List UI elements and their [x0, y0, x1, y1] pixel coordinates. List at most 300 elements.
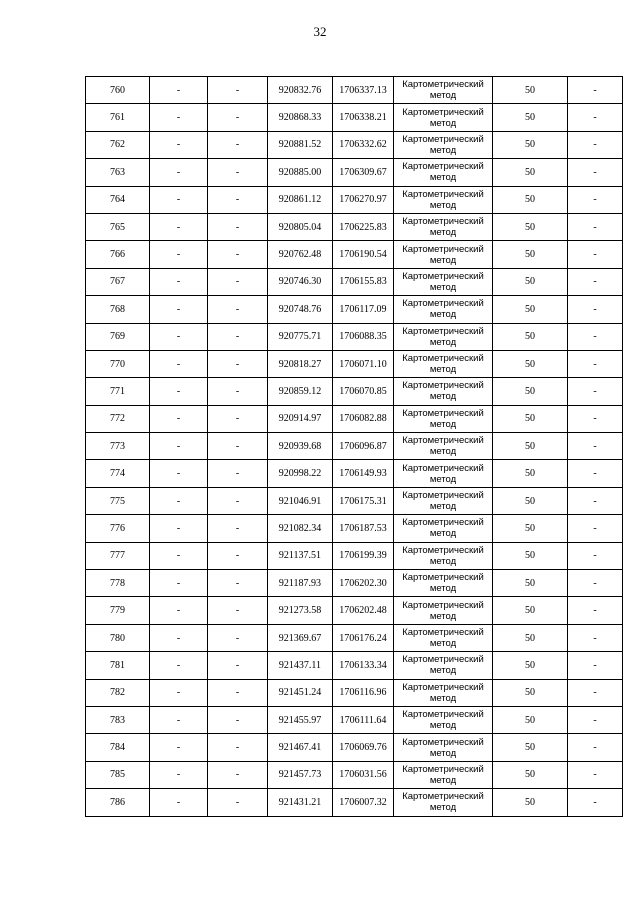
table-row — [86, 350, 623, 377]
y-coordinate-cell: 1706225.83 — [333, 213, 394, 240]
empty-cell: - — [150, 542, 208, 569]
empty-cell: - — [208, 350, 268, 377]
y-coordinate-cell: 1706187.53 — [333, 515, 394, 542]
y-coordinate-cell: 1706149.93 — [333, 460, 394, 487]
empty-cell: - — [568, 734, 623, 761]
method-cell — [394, 241, 493, 268]
empty-cell: - — [208, 679, 268, 706]
point-number-cell: 766 — [86, 241, 150, 268]
point-number-cell: 763 — [86, 159, 150, 186]
empty-cell: - — [150, 296, 208, 323]
empty-cell: - — [568, 761, 623, 788]
method-cell — [394, 186, 493, 213]
y-coordinate-cell: 1706175.31 — [333, 487, 394, 514]
method-label-line1: Картометрический — [402, 654, 484, 666]
x-coordinate-cell: 920748.76 — [268, 296, 333, 323]
method-label-line2: метод — [429, 528, 457, 540]
empty-cell: - — [208, 131, 268, 158]
empty-cell: - — [150, 597, 208, 624]
empty-cell: - — [208, 241, 268, 268]
method-label-line2: метод — [429, 720, 457, 732]
point-number-cell: 769 — [86, 323, 150, 350]
method-label-line2: метод — [429, 638, 457, 649]
empty-cell: - — [208, 652, 268, 679]
y-coordinate-cell: 1706007.32 — [333, 789, 394, 816]
empty-cell: - — [150, 104, 208, 131]
method-label-line2: метод — [429, 501, 457, 513]
accuracy-cell: 50 — [493, 268, 568, 295]
x-coordinate-cell: 921467.41 — [268, 734, 333, 761]
method-label-line1: Картометрический — [402, 462, 484, 474]
table-row — [86, 487, 623, 514]
y-coordinate-cell: 1706199.39 — [333, 542, 394, 569]
empty-cell: - — [568, 652, 623, 679]
x-coordinate-cell: 921369.67 — [268, 624, 333, 651]
empty-cell: - — [568, 570, 623, 597]
method-label-line1: Картометрический — [402, 544, 484, 556]
accuracy-cell: 50 — [493, 542, 568, 569]
table-row — [86, 597, 623, 624]
y-coordinate-cell: 1706202.48 — [333, 597, 394, 624]
empty-cell: - — [208, 624, 268, 651]
y-coordinate-cell: 1706082.88 — [333, 405, 394, 432]
empty-cell: - — [568, 706, 623, 733]
table-row — [86, 213, 623, 240]
empty-cell: - — [568, 186, 623, 213]
empty-cell: - — [208, 460, 268, 487]
empty-cell: - — [208, 213, 268, 240]
accuracy-cell: 50 — [493, 186, 568, 213]
accuracy-cell: 50 — [493, 460, 568, 487]
accuracy-cell: 50 — [493, 241, 568, 268]
empty-cell: - — [150, 761, 208, 788]
empty-cell: - — [150, 706, 208, 733]
y-coordinate-cell: 1706069.76 — [333, 734, 394, 761]
empty-cell: - — [150, 433, 208, 460]
table-row — [86, 131, 623, 158]
method-label-line1: Картометрический — [402, 407, 484, 419]
point-number-cell: 776 — [86, 515, 150, 542]
method-label-line1: Картометрический — [402, 490, 484, 502]
y-coordinate-cell: 1706309.67 — [333, 159, 394, 186]
point-number-cell: 761 — [86, 104, 150, 131]
point-number-cell: 779 — [86, 597, 150, 624]
empty-cell: - — [208, 268, 268, 295]
method-cell — [394, 159, 493, 186]
point-number-cell: 781 — [86, 652, 150, 679]
empty-cell: - — [568, 433, 623, 460]
x-coordinate-cell: 920881.52 — [268, 131, 333, 158]
empty-cell: - — [568, 213, 623, 240]
empty-cell: - — [208, 296, 268, 323]
method-label-line1: Картометрический — [402, 709, 484, 721]
empty-cell: - — [208, 433, 268, 460]
empty-cell: - — [568, 241, 623, 268]
empty-cell: - — [150, 487, 208, 514]
table-row — [86, 789, 623, 816]
accuracy-cell: 50 — [493, 77, 568, 104]
empty-cell: - — [150, 213, 208, 240]
empty-cell: - — [568, 104, 623, 131]
method-cell — [394, 378, 493, 405]
method-cell — [394, 460, 493, 487]
accuracy-cell: 50 — [493, 296, 568, 323]
accuracy-cell: 50 — [493, 679, 568, 706]
x-coordinate-cell: 920861.12 — [268, 186, 333, 213]
method-cell — [394, 515, 493, 542]
method-label-line1: Картометрический — [402, 572, 484, 584]
method-label-line2: метод — [429, 117, 457, 129]
table-row — [86, 706, 623, 733]
method-label-line2: метод — [429, 665, 457, 677]
empty-cell: - — [150, 186, 208, 213]
empty-cell: - — [208, 104, 268, 131]
method-label-line2: метод — [429, 802, 457, 814]
method-label-line1: Картометрический — [402, 627, 484, 638]
table-row — [86, 460, 623, 487]
method-label-line2: метод — [429, 227, 457, 239]
method-label-line1: Картометрический — [402, 435, 484, 447]
empty-cell: - — [150, 460, 208, 487]
x-coordinate-cell: 920998.22 — [268, 460, 333, 487]
empty-cell: - — [208, 570, 268, 597]
y-coordinate-cell: 1706133.34 — [333, 652, 394, 679]
empty-cell: - — [568, 679, 623, 706]
method-label-line2: метод — [429, 172, 457, 184]
table-row — [86, 652, 623, 679]
accuracy-cell: 50 — [493, 570, 568, 597]
accuracy-cell: 50 — [493, 159, 568, 186]
method-label-line2: метод — [429, 774, 457, 786]
y-coordinate-cell: 1706202.30 — [333, 570, 394, 597]
table-row — [86, 624, 623, 651]
point-number-cell: 785 — [86, 761, 150, 788]
accuracy-cell: 50 — [493, 706, 568, 733]
y-coordinate-cell: 1706332.62 — [333, 131, 394, 158]
point-number-cell: 767 — [86, 268, 150, 295]
empty-cell: - — [568, 296, 623, 323]
method-cell — [394, 213, 493, 240]
x-coordinate-cell: 920818.27 — [268, 350, 333, 377]
method-label-line1: Картометрический — [402, 517, 484, 529]
point-number-cell: 760 — [86, 77, 150, 104]
method-cell — [394, 350, 493, 377]
method-label-line1: Картометрический — [402, 79, 484, 91]
empty-cell: - — [568, 378, 623, 405]
method-label-line1: Картометрический — [402, 243, 484, 255]
method-label-line1: Картометрический — [402, 736, 484, 748]
x-coordinate-cell: 921431.21 — [268, 789, 333, 816]
point-number-cell: 771 — [86, 378, 150, 405]
point-number-cell: 765 — [86, 213, 150, 240]
empty-cell: - — [150, 159, 208, 186]
method-label-line2: метод — [429, 364, 457, 376]
x-coordinate-cell: 921457.73 — [268, 761, 333, 788]
method-label-line1: Картометрический — [402, 763, 484, 775]
table-row — [86, 433, 623, 460]
empty-cell: - — [208, 186, 268, 213]
empty-cell: - — [568, 460, 623, 487]
accuracy-cell: 50 — [493, 104, 568, 131]
method-label-line2: метод — [429, 418, 457, 430]
page-number: 32 — [313, 24, 327, 39]
y-coordinate-cell: 1706270.97 — [333, 186, 394, 213]
empty-cell: - — [150, 77, 208, 104]
x-coordinate-cell: 921046.91 — [268, 487, 333, 514]
method-cell — [394, 706, 493, 733]
empty-cell: - — [208, 706, 268, 733]
method-cell — [394, 405, 493, 432]
empty-cell: - — [150, 515, 208, 542]
method-cell — [394, 296, 493, 323]
empty-cell: - — [208, 542, 268, 569]
accuracy-cell: 50 — [493, 487, 568, 514]
empty-cell: - — [150, 624, 208, 651]
empty-cell: - — [568, 350, 623, 377]
x-coordinate-cell: 920746.30 — [268, 268, 333, 295]
empty-cell: - — [150, 323, 208, 350]
point-number-cell: 770 — [86, 350, 150, 377]
point-number-cell: 780 — [86, 624, 150, 651]
method-label-line1: Картометрический — [402, 216, 484, 228]
y-coordinate-cell: 1706338.21 — [333, 104, 394, 131]
empty-cell: - — [208, 378, 268, 405]
empty-cell: - — [150, 378, 208, 405]
accuracy-cell: 50 — [493, 624, 568, 651]
x-coordinate-cell: 921437.11 — [268, 652, 333, 679]
x-coordinate-cell: 920868.33 — [268, 104, 333, 131]
empty-cell: - — [150, 652, 208, 679]
table-row — [86, 296, 623, 323]
table-row — [86, 570, 623, 597]
x-coordinate-cell: 920859.12 — [268, 378, 333, 405]
empty-cell: - — [208, 77, 268, 104]
accuracy-cell: 50 — [493, 378, 568, 405]
y-coordinate-cell: 1706070.85 — [333, 378, 394, 405]
method-label-line1: Картометрический — [402, 270, 484, 282]
y-coordinate-cell: 1706096.87 — [333, 433, 394, 460]
method-label-line2: метод — [429, 199, 457, 211]
method-cell — [394, 761, 493, 788]
accuracy-cell: 50 — [493, 405, 568, 432]
method-label-line2: метод — [429, 583, 457, 595]
point-number-cell: 775 — [86, 487, 150, 514]
x-coordinate-cell: 920914.97 — [268, 405, 333, 432]
method-cell — [394, 268, 493, 295]
method-label-line2: метод — [429, 336, 457, 348]
empty-cell: - — [208, 761, 268, 788]
empty-cell: - — [568, 515, 623, 542]
table-body — [86, 77, 623, 817]
method-label-line1: Картометрический — [402, 161, 484, 173]
method-cell — [394, 77, 493, 104]
table-row — [86, 378, 623, 405]
empty-cell: - — [208, 734, 268, 761]
method-cell — [394, 570, 493, 597]
method-label-line2: метод — [429, 446, 457, 458]
x-coordinate-cell: 920885.00 — [268, 159, 333, 186]
method-cell — [394, 131, 493, 158]
method-label-line2: метод — [429, 473, 457, 485]
coordinates-table — [85, 76, 623, 817]
x-coordinate-cell: 920805.04 — [268, 213, 333, 240]
method-cell — [394, 597, 493, 624]
table-row — [86, 542, 623, 569]
y-coordinate-cell: 1706190.54 — [333, 241, 394, 268]
point-number-cell: 768 — [86, 296, 150, 323]
accuracy-cell: 50 — [493, 789, 568, 816]
empty-cell: - — [208, 323, 268, 350]
empty-cell: - — [568, 159, 623, 186]
point-number-cell: 772 — [86, 405, 150, 432]
table-row — [86, 761, 623, 788]
x-coordinate-cell: 921137.51 — [268, 542, 333, 569]
y-coordinate-cell: 1706176.24 — [333, 624, 394, 651]
empty-cell: - — [150, 131, 208, 158]
x-coordinate-cell: 921455.97 — [268, 706, 333, 733]
method-cell — [394, 433, 493, 460]
x-coordinate-cell: 920939.68 — [268, 433, 333, 460]
empty-cell: - — [208, 789, 268, 816]
table-row — [86, 186, 623, 213]
method-label-line1: Картометрический — [402, 681, 484, 693]
method-label-line2: метод — [429, 254, 457, 266]
y-coordinate-cell: 1706071.10 — [333, 350, 394, 377]
table-row — [86, 405, 623, 432]
empty-cell: - — [568, 131, 623, 158]
table-row — [86, 515, 623, 542]
empty-cell: - — [568, 597, 623, 624]
accuracy-cell: 50 — [493, 433, 568, 460]
method-label-line1: Картометрический — [402, 325, 484, 337]
method-label-line1: Картометрический — [402, 133, 484, 145]
table-row — [86, 679, 623, 706]
point-number-cell: 786 — [86, 789, 150, 816]
method-label-line2: метод — [429, 391, 457, 403]
empty-cell: - — [568, 789, 623, 816]
table-row — [86, 77, 623, 104]
empty-cell: - — [568, 487, 623, 514]
x-coordinate-cell: 921273.58 — [268, 597, 333, 624]
empty-cell: - — [150, 679, 208, 706]
x-coordinate-cell: 921451.24 — [268, 679, 333, 706]
accuracy-cell: 50 — [493, 213, 568, 240]
method-label-line2: метод — [429, 90, 457, 102]
method-cell — [394, 679, 493, 706]
empty-cell: - — [150, 570, 208, 597]
accuracy-cell: 50 — [493, 597, 568, 624]
accuracy-cell: 50 — [493, 515, 568, 542]
empty-cell: - — [150, 268, 208, 295]
method-label-line2: метод — [429, 281, 457, 293]
point-number-cell: 783 — [86, 706, 150, 733]
empty-cell: - — [568, 268, 623, 295]
method-label-line2: метод — [429, 747, 457, 759]
y-coordinate-cell: 1706111.64 — [333, 706, 394, 733]
empty-cell: - — [208, 515, 268, 542]
method-cell — [394, 487, 493, 514]
table-row — [86, 241, 623, 268]
method-label-line1: Картометрический — [402, 298, 484, 310]
empty-cell: - — [568, 624, 623, 651]
point-number-cell: 762 — [86, 131, 150, 158]
y-coordinate-cell: 1706117.09 — [333, 296, 394, 323]
y-coordinate-cell: 1706088.35 — [333, 323, 394, 350]
empty-cell: - — [150, 789, 208, 816]
empty-cell: - — [150, 241, 208, 268]
accuracy-cell: 50 — [493, 652, 568, 679]
table-row — [86, 323, 623, 350]
method-cell — [394, 624, 493, 651]
accuracy-cell: 50 — [493, 350, 568, 377]
method-label-line2: метод — [429, 144, 457, 156]
table-row — [86, 268, 623, 295]
method-cell — [394, 323, 493, 350]
point-number-cell: 764 — [86, 186, 150, 213]
method-label-line1: Картометрический — [402, 599, 484, 611]
table-row — [86, 734, 623, 761]
x-coordinate-cell: 921187.93 — [268, 570, 333, 597]
point-number-cell: 774 — [86, 460, 150, 487]
method-label-line1: Картометрический — [402, 188, 484, 200]
empty-cell: - — [568, 77, 623, 104]
y-coordinate-cell: 1706031.56 — [333, 761, 394, 788]
point-number-cell: 778 — [86, 570, 150, 597]
point-number-cell: 777 — [86, 542, 150, 569]
table-row — [86, 104, 623, 131]
method-label-line1: Картометрический — [402, 106, 484, 118]
method-cell — [394, 652, 493, 679]
empty-cell: - — [208, 487, 268, 514]
table-row — [86, 159, 623, 186]
x-coordinate-cell: 921082.34 — [268, 515, 333, 542]
method-cell — [394, 734, 493, 761]
method-cell — [394, 789, 493, 816]
point-number-cell: 782 — [86, 679, 150, 706]
empty-cell: - — [150, 734, 208, 761]
y-coordinate-cell: 1706337.13 — [333, 77, 394, 104]
empty-cell: - — [208, 405, 268, 432]
method-label-line2: метод — [429, 309, 457, 321]
method-label-line1: Картометрический — [402, 353, 484, 365]
method-label-line2: метод — [429, 692, 457, 704]
point-number-cell: 773 — [86, 433, 150, 460]
empty-cell: - — [208, 159, 268, 186]
accuracy-cell: 50 — [493, 323, 568, 350]
method-label-line2: метод — [429, 555, 457, 567]
empty-cell: - — [150, 405, 208, 432]
empty-cell: - — [208, 597, 268, 624]
method-cell — [394, 104, 493, 131]
accuracy-cell: 50 — [493, 734, 568, 761]
point-number-cell: 784 — [86, 734, 150, 761]
empty-cell: - — [568, 323, 623, 350]
empty-cell: - — [568, 405, 623, 432]
method-label-line1: Картометрический — [402, 791, 484, 803]
empty-cell: - — [568, 542, 623, 569]
x-coordinate-cell: 920775.71 — [268, 323, 333, 350]
x-coordinate-cell: 920762.48 — [268, 241, 333, 268]
y-coordinate-cell: 1706155.83 — [333, 268, 394, 295]
method-label-line2: метод — [429, 610, 457, 622]
empty-cell: - — [150, 350, 208, 377]
y-coordinate-cell: 1706116.96 — [333, 679, 394, 706]
accuracy-cell: 50 — [493, 131, 568, 158]
accuracy-cell: 50 — [493, 761, 568, 788]
method-label-line1: Картометрический — [402, 380, 484, 392]
x-coordinate-cell: 920832.76 — [268, 77, 333, 104]
method-cell — [394, 542, 493, 569]
